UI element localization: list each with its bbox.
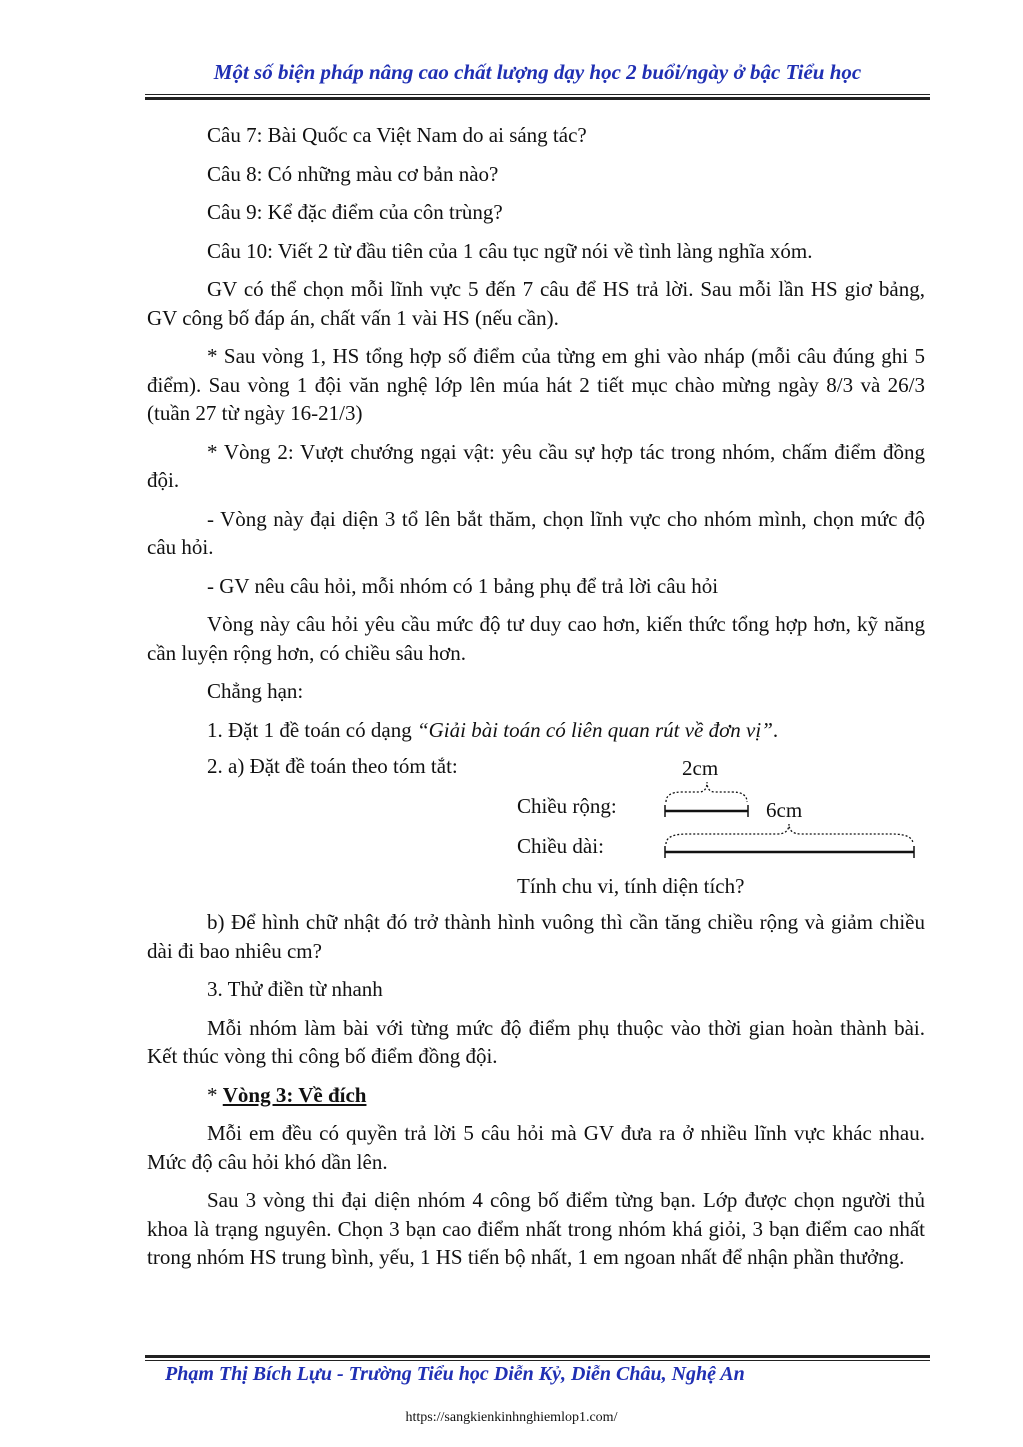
diagram-question: Tính chu vi, tính diện tích? [517, 874, 745, 898]
exercise-3: 3. Thử điền từ nhanh [207, 977, 383, 1001]
exercise-1 [147, 716, 925, 745]
round3-prefix: * [207, 1082, 223, 1107]
page-header-title: Một số biện pháp nâng cao chất lượng dạy học 2 buổi/ngày ở bậc Tiểu học [213, 60, 862, 84]
paragraph-board: - GV nêu câu hỏi, mỗi nhóm có 1 bảng phụ để trả lời câu hỏi [207, 573, 719, 598]
paragraph-example: Chẳng hạn: [207, 679, 304, 703]
footer-rule [145, 1355, 930, 1361]
width-brace [666, 782, 747, 802]
exercise-2a: 2. a) Đặt đề toán theo tóm tắt: [207, 754, 458, 778]
width-value-label: 2cm [682, 756, 719, 780]
length-brace [666, 824, 913, 844]
exercise-2b: b) Để hình chữ nhật đó trở thành hình vuông thì cần tăng chiều rộng và giảm chiều dài đi bao nhiêu cm? [147, 910, 925, 963]
segment-drawing [147, 752, 925, 898]
paragraph-after: Sau 3 vòng thi đại diện nhóm 4 công bố điểm từng bạn. Lớp được chọn người thủ khoa là trạng nguyên. Chọn 3 bạn cao điểm nhất trong nhóm khá giỏi, 3 bạn điểm cao nhất trong nhóm HS trung bình, yếu, 1 HS tiến bộ nhất, 1 em ngoan nhất để nhận phần thưởng. [147, 1188, 925, 1269]
exercise-1-end: . [772, 717, 779, 742]
paragraph-gv: GV có thể chọn mỗi lĩnh vực 5 đến 7 câu để HS trả lời. Sau mỗi lần HS giơ bảng, GV công bố đáp án, chất vấn 1 vài HS (nếu cần). [147, 277, 925, 330]
exercise-1-prefix: 1. Đặt 1 đề toán có dạng [207, 717, 417, 742]
exercise-1-quote: “Giải bài toán có liên quan rút về đơn vị” [416, 717, 773, 742]
paragraph-round2: * Vòng 2: Vượt chướng ngại vật: yêu cầu sự hợp tác trong nhóm, chấm điểm đồng đội. [147, 439, 925, 492]
header-rule [145, 94, 930, 100]
question-7: Câu 7: Bài Quốc ca Việt Nam do ai sáng tác? [207, 123, 587, 147]
paragraph-draw: - Vòng này đại diện 3 tổ lên bắt thăm, chọn lĩnh vực cho nhóm mình, chọn mức độ câu hỏi. [147, 506, 925, 559]
paragraph-round1: * Sau vòng 1, HS tổng hợp số điểm của từng em ghi vào nháp (mỗi câu đúng ghi 5 điểm). Sau vòng 1 đội văn nghệ lớp lên múa hát 2 tiết mục chào mừng ngày 8/3 và 26/3 (tuần 27 từ ngày 16-21/3) [147, 344, 925, 425]
paragraph-group: Mỗi nhóm làm bài với từng mức độ điểm phụ thuộc vào thời gian hoàn thành bài. Kết thúc vòng thi công bố điểm đồng đội. [147, 1015, 925, 1068]
question-10: Câu 10: Viết 2 từ đầu tiên của 1 câu tục ngữ nói về tình làng nghĩa xóm. [207, 238, 813, 263]
summary-diagram [147, 752, 925, 898]
question-9: Câu 9: Kể đặc điểm của côn trùng? [207, 200, 503, 224]
document-body [147, 121, 925, 1272]
paragraph-level: Vòng này câu hỏi yêu cầu mức độ tư duy cao hơn, kiến thức tổng hợp hơn, kỹ năng cần luyện rộng hơn, có chiều sâu hơn. [147, 612, 925, 665]
footer-url[interactable]: https://sangkienkinhnghiemlop1.com/ [405, 1410, 618, 1425]
question-8: Câu 8: Có những màu cơ bản nào? [207, 161, 499, 186]
width-label: Chiều rộng: [517, 794, 617, 818]
length-value-label: 6cm [766, 798, 803, 822]
round3-title: Vòng 3: Về đích [222, 1082, 367, 1107]
paragraph-each: Mỗi em đều có quyền trả lời 5 câu hỏi mà GV đưa ra ở nhiều lĩnh vực khác nhau. Mức độ câu hỏi khó dần lên. [147, 1121, 925, 1174]
round3-heading [147, 1081, 925, 1110]
footer-author: Phạm Thị Bích Lựu - Trường Tiểu học Diễn Kỷ, Diễn Châu, Nghệ An [165, 1363, 745, 1385]
length-label: Chiều dài: [517, 834, 604, 858]
